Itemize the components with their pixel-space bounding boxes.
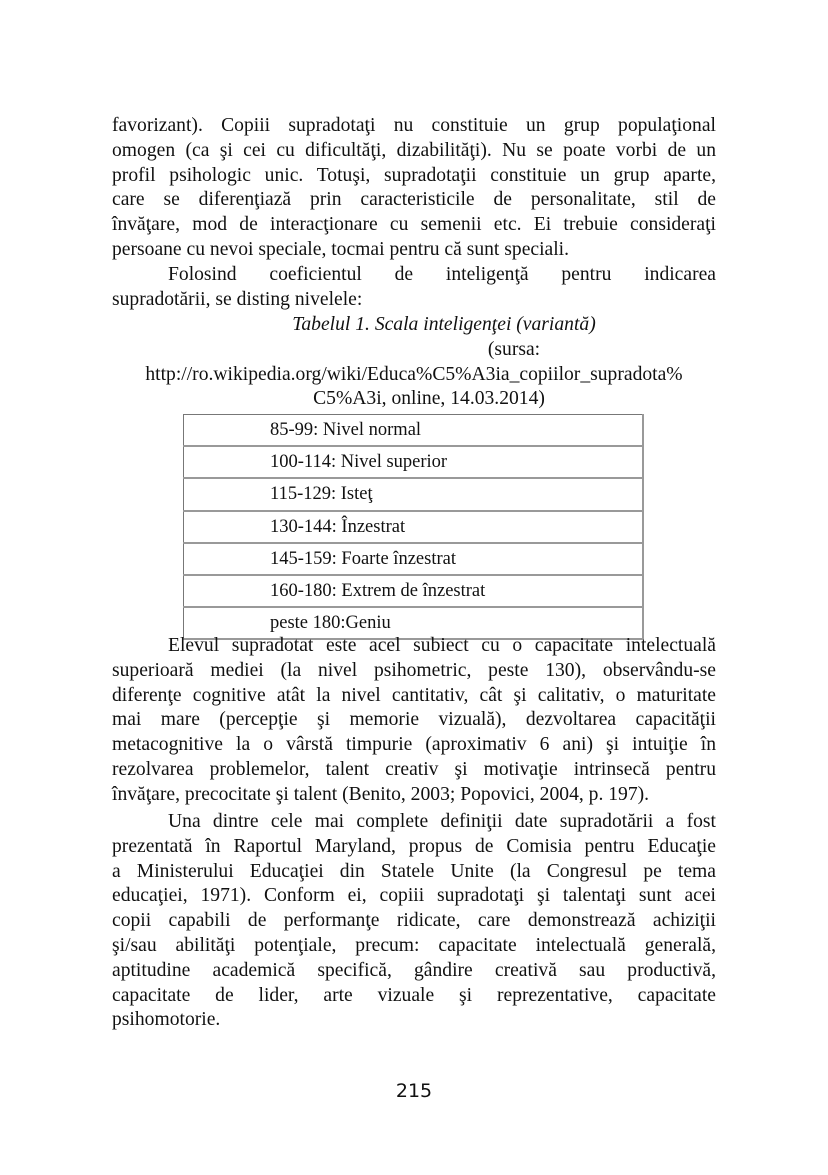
text-line: aptitudine academică specifică, gândire creativă sau productivă, — [112, 959, 716, 981]
source-url-continued: C5%A3i, online, 14.03.2014) — [313, 388, 545, 410]
table-cell: 160-180: Extrem de înzestrat — [184, 575, 644, 607]
text-line: favorizant). Copiii supradotaţi nu constituie un grup populaţional — [112, 115, 716, 136]
table-cell: 130-144: Înzestrat — [184, 511, 644, 543]
page-number: 215 — [395, 1080, 433, 1102]
text-line: şi/sau abilităţi potenţiale, precum: capacitate intelectuală generală, — [112, 934, 716, 956]
paragraph-3 — [112, 634, 716, 808]
text-line: supradotării, se disting nivelele: — [112, 288, 363, 310]
text-line: copii capabili de performanţe ridicate, care demonstrează achiziţii — [112, 910, 716, 932]
text-line: prezentată în Raportul Maryland, propus de Comisia pentru Educaţie — [112, 835, 716, 857]
text-line: Elevul supradotat este acel subiect cu o capacitate intelectuală — [168, 635, 716, 656]
text-line: persoane cu nevoi speciale, tocmai pentru că sunt speciali. — [112, 238, 570, 260]
text-line: Folosind coeficientul de inteligenţă pentru indicarea — [168, 264, 716, 285]
text-line: metacognitive la o vârstă timpurie (aproximativ 6 ani) şi intuiţie în — [112, 734, 716, 756]
table-caption — [112, 313, 716, 412]
paragraph-1 — [112, 114, 716, 263]
table-row — [184, 446, 644, 478]
paragraph-2 — [112, 263, 716, 313]
text-line: educaţiei, 1971). Conform ei, copiii supradotaţi şi talentaţi sunt acei — [112, 885, 716, 907]
table-cell: 115-129: Isteţ — [184, 478, 644, 510]
text-line: psihomotorie. — [112, 1009, 221, 1031]
table-row — [184, 543, 644, 575]
text-line: învăţare, precocitate şi talent (Benito, 2003; Popovici, 2004, p. 197). — [112, 783, 650, 805]
text-line: Una dintre cele mai complete definiţii date supradotării a fost — [168, 811, 716, 832]
text-line: capacitate de lider, arte vizuale şi reprezentative, capacitate — [112, 984, 716, 1006]
text-line: a Ministerului Educaţiei din Statele Unite (la Congresul pe tema — [112, 860, 716, 882]
text-line: care se diferenţiază prin caracteristicile de personalitate, stil de — [112, 189, 716, 211]
text-line: omogen (ca şi cei cu dificultăţi, dizabilităţi). Nu se poate vorbi de un — [112, 139, 716, 161]
text-line: diferenţe cognitive atât la nivel cantitativ, cât şi calitativ, o maturitate — [112, 684, 716, 706]
table-title: Tabelul 1. Scala inteligenţei (variantă) — [292, 314, 596, 335]
table-row — [184, 511, 644, 543]
text-line: învăţare, mod de interacţionare cu semenii etc. Ei trebuie consideraţi — [112, 214, 716, 236]
text-line: profil psihologic unic. Totuşi, supradotaţii constituie un grup aparte, — [112, 164, 716, 186]
source-label: (sursa: — [487, 338, 541, 360]
table-row — [184, 478, 644, 510]
table-cell: 85-99: Nivel normal — [184, 415, 644, 447]
paragraph-4 — [112, 810, 716, 1033]
table-cell: 100-114: Nivel superior — [184, 446, 644, 478]
source-url: http://ro.wikipedia.org/wiki/Educa%C5%A3ia_copiilor_supradota% — [145, 363, 683, 385]
text-line: mai mare (percepţie şi memorie vizuală), dezvoltarea capacităţii — [112, 709, 716, 731]
text-line: superioară mediei (la nivel psihometric, peste 130), observându-se — [112, 659, 716, 681]
table-cell: 145-159: Foarte înzestrat — [184, 543, 644, 575]
iq-scale-table — [183, 414, 644, 640]
table-row — [184, 415, 644, 447]
table-row — [184, 575, 644, 607]
table-cell: peste 180:Geniu — [184, 607, 644, 639]
text-line: rezolvarea problemelor, talent creativ şi motivaţie intrinsecă pentru — [112, 758, 716, 780]
